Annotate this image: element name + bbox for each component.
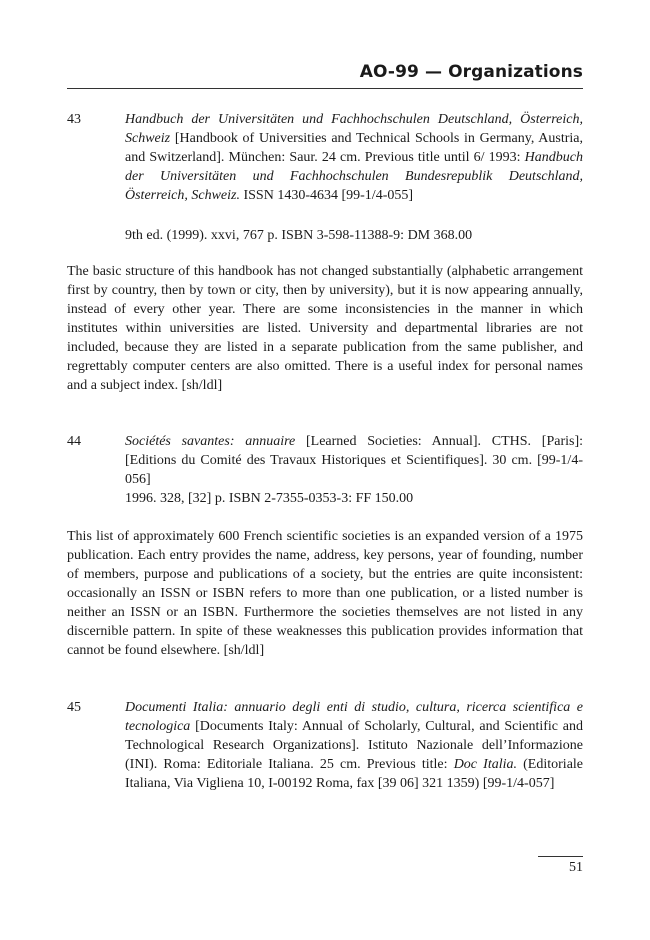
- running-header: AO-99 — Organizations: [67, 62, 583, 89]
- entry-title: Sociétés savantes: annuaire: [125, 434, 296, 449]
- entry-citation-text: [Documents Italy: Annual of Scholarly, Cultural, and Scientific and Technological Research Organizations]. Istituto Nazionale dell’Informazione (INI). Roma: Editoriale Italiana. 25 cm. Previous title:: [125, 719, 583, 772]
- entry-previous-title: Doc Italia.: [453, 757, 517, 772]
- footer-rule: [538, 856, 583, 857]
- entry-citation: [125, 110, 583, 205]
- entry-citation-address: (Editoriale Italiana, Via Vigliena 10, I-00192 Roma, fax [39 06] 321 1359) [99-1/4-057]: [125, 757, 584, 791]
- entry-edition: 9th ed. (1999). xxvi, 767 p. ISBN 3-598-11388-9: DM 368.00: [125, 228, 473, 243]
- entry-citation-issn: ISSN 1430-4634 [99-1/4-055]: [239, 188, 414, 203]
- entry-title: Handbuch der Universitäten und Fachhochschulen Deutschland, Österreich, Schweiz: [125, 112, 583, 146]
- entry-review: This list of approximately 600 French scientific societies is an expanded version of a 1975 publication. Each entry provides the name, address, key persons, year of founding, number of members, purpose and publications of a society, but the entries are quite inconsistent: occasionally an ISSN or ISBN refers to more than one publication, or a listed number is neither an ISSN or an ISBN. Furthermore the societies themselves are not listed in any discernible pattern. In spite of these weaknesses this publication provides information that cannot be found elsewhere. [sh/ldl]: [67, 529, 583, 658]
- entry-citation-text: [Handbook of Universities and Technical Schools in Germany, Austria, and Switzerland]. München: Saur. 24 cm. Previous title until 6/ 1993:: [125, 131, 583, 165]
- page-number: 51: [569, 860, 583, 875]
- entry-edition: 1996. 328, [32] p. ISBN 2-7355-0353-3: FF 150.00: [125, 491, 414, 506]
- entry-number: 44: [67, 434, 81, 449]
- entry-citation: [125, 432, 583, 489]
- entry-citation: [125, 698, 583, 793]
- entry-number: 45: [67, 700, 81, 715]
- entry-review: The basic structure of this handbook has not changed substantially (alphabetic arrangement first by country, then by town or city, then by university), but it is now appearing annually, instead of every other year. There are some inconsistencies in the manner in which institutes within universities are listed. University and departmental libraries are not included, because they are listed in a separate publication from the same publisher, and regrettably computer centers are also omitted. There is a useful index for personal names and a subject index. [sh/ldl]: [67, 264, 583, 393]
- entry-title: Documenti Italia: annuario degli enti di studio, cultura, ricerca scientifica e tecnologica: [125, 700, 583, 734]
- entry-citation-text: [Learned Societies: Annual]. CTHS. [Paris]: [Editions du Comité des Travaux Historiques et Scientifiques]. 30 cm. [99-1/4-056]: [125, 434, 584, 487]
- entry-number: 43: [67, 112, 81, 127]
- entry-previous-title: Handbuch der Universitäten und Fachhochschulen Bundesrepublik Deutschland, Österreich, Schweiz.: [125, 150, 583, 203]
